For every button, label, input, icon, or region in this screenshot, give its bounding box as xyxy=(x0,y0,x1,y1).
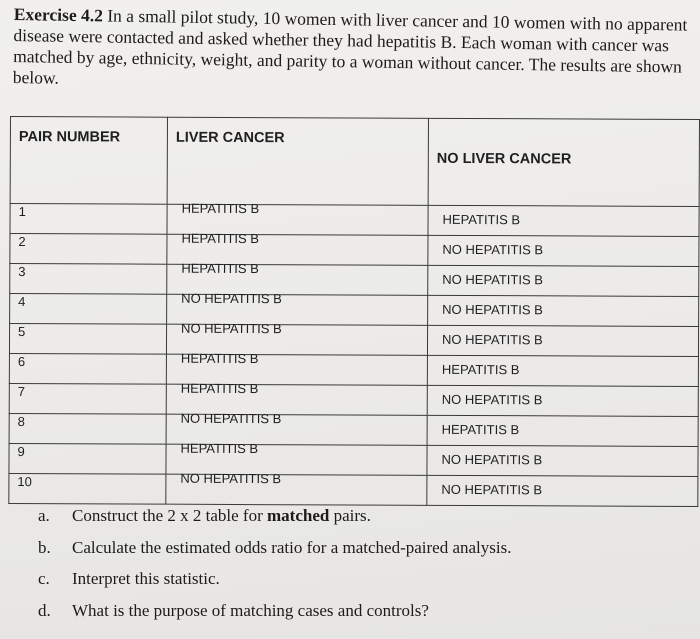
liver-cancer-cell-text: HEPATITIS B xyxy=(181,230,260,247)
pair-number-cell xyxy=(9,443,166,474)
header-no-liver-cancer: NO LIVER CANCER xyxy=(428,118,699,206)
liver-cancer-cell-text: NO HEPATITIS B xyxy=(180,410,282,427)
pair-number-cell-text: 8 xyxy=(17,414,25,430)
no-liver-cancer-cell-text: HEPATITIS B xyxy=(441,421,520,438)
no-liver-cancer-cell-text: NO HEPATITIS B xyxy=(442,241,544,258)
liver-cancer-cell-text: NO HEPATITIS B xyxy=(181,290,282,307)
pair-number-cell xyxy=(9,324,166,355)
no-liver-cancer-cell xyxy=(427,355,698,386)
pair-number-cell-text: 1 xyxy=(18,204,26,220)
table-header-row xyxy=(10,117,699,207)
pair-number-cell-text: 2 xyxy=(18,234,26,250)
question-list xyxy=(38,500,688,626)
no-liver-cancer-cell xyxy=(427,415,698,446)
question-letter: c. xyxy=(38,569,50,588)
question-text: Calculate the estimated odds ratio for a matched-paired analysis. xyxy=(72,537,512,557)
header-liver-cancer: LIVER CANCER xyxy=(167,117,428,205)
no-liver-cancer-cell xyxy=(428,295,699,326)
question-text: Construct the 2 x 2 table for xyxy=(72,506,267,525)
exercise-intro xyxy=(13,4,690,99)
no-liver-cancer-cell-text: NO HEPATITIS B xyxy=(442,301,543,318)
table-row xyxy=(10,234,699,267)
table-row xyxy=(9,383,698,416)
question-text-end: pairs. xyxy=(329,506,371,525)
pair-number-cell xyxy=(9,353,166,384)
question-letter: d. xyxy=(38,600,51,620)
pair-number-cell xyxy=(9,383,166,414)
pair-number-cell xyxy=(10,264,167,295)
liver-cancer-cell-text: NO HEPATITIS B xyxy=(180,470,282,487)
exercise-label: Exercise 4.2 xyxy=(13,4,104,26)
question-item xyxy=(38,595,688,627)
pair-number-cell-text: 7 xyxy=(17,384,26,400)
liver-cancer-cell-text: HEPATITIS B xyxy=(180,380,259,397)
pair-number-cell-text: 4 xyxy=(18,294,26,310)
question-item xyxy=(38,563,688,595)
no-liver-cancer-cell-text: NO HEPATITIS B xyxy=(441,391,543,408)
no-liver-cancer-cell-text: NO HEPATITIS B xyxy=(442,271,543,288)
no-liver-cancer-cell xyxy=(428,205,699,236)
no-liver-cancer-cell-text: NO HEPATITIS B xyxy=(441,451,543,468)
header-pair-number: PAIR NUMBER xyxy=(10,117,167,205)
liver-cancer-cell-text: HEPATITIS B xyxy=(181,260,259,277)
no-liver-cancer-cell xyxy=(428,235,699,266)
no-liver-cancer-cell-text: HEPATITIS B xyxy=(442,211,521,228)
no-liver-cancer-cell xyxy=(427,445,698,476)
matched-pairs-table-wrapper xyxy=(8,116,700,507)
table-row xyxy=(9,443,698,476)
pair-number-cell-text: 9 xyxy=(17,444,25,460)
no-liver-cancer-cell xyxy=(427,385,698,416)
pair-number-cell xyxy=(10,234,167,265)
pair-number-cell-text: 5 xyxy=(18,324,26,340)
table-row xyxy=(10,294,699,327)
table-body xyxy=(9,200,699,507)
no-liver-cancer-cell-text: NO HEPATITIS B xyxy=(441,331,543,348)
pair-number-cell-text: 3 xyxy=(18,264,26,280)
question-letter: a. xyxy=(38,506,50,525)
table-row xyxy=(10,204,699,237)
exercise-text: In a small pilot study, 10 women with liver cancer and 10 women with no apparent disease were contacted and asked whether they had hepatitis B. Each woman with cancer was matched by age, ethnicity, weight, and parity to a woman without cancer. The results are shown below. xyxy=(12,5,688,88)
no-liver-cancer-cell-text: HEPATITIS B xyxy=(441,361,520,378)
pair-number-cell-text: 6 xyxy=(17,354,26,370)
no-liver-cancer-cell xyxy=(427,325,698,356)
table-row xyxy=(9,353,698,386)
pair-number-cell xyxy=(10,204,167,235)
liver-cancer-cell-text: HEPATITIS B xyxy=(180,440,259,457)
question-emphasis: matched xyxy=(267,506,330,525)
liver-cancer-cell-text: NO HEPATITIS B xyxy=(181,320,282,337)
no-liver-cancer-cell-text: NO HEPATITIS B xyxy=(441,481,543,498)
question-text: Interpret this statistic. xyxy=(72,569,220,588)
liver-cancer-cell-text: HEPATITIS B xyxy=(180,350,259,367)
no-liver-cancer-cell xyxy=(428,265,699,296)
pair-number-cell xyxy=(10,294,167,325)
table-row xyxy=(10,264,699,297)
table-row xyxy=(9,413,698,446)
question-item xyxy=(38,500,688,532)
question-letter: b. xyxy=(38,537,51,557)
liver-cancer-cell-text: HEPATITIS B xyxy=(181,200,260,217)
matched-pairs-table xyxy=(8,116,700,507)
pair-number-cell xyxy=(9,413,166,444)
pair-number-cell-text: 10 xyxy=(17,474,32,490)
table-row xyxy=(9,324,698,357)
question-item xyxy=(38,532,688,564)
question-text: What is the purpose of matching cases and controls? xyxy=(72,600,429,620)
